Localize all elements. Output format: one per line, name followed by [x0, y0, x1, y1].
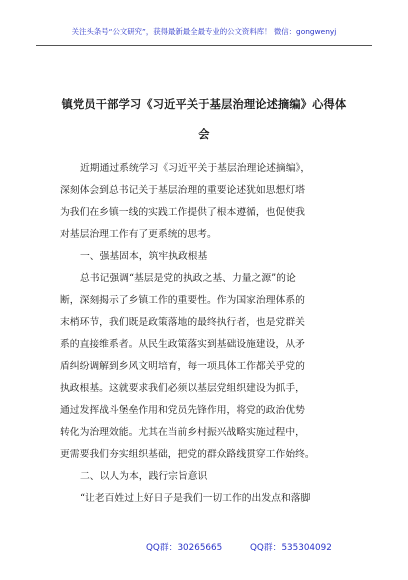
- header-banner: 关注头条号“公文研究”，获得最新最全最专业的公文资料库！ 微信：gongwenyj: [71, 27, 337, 36]
- body-line: 近期通过系统学习《习近平关于基层治理论述摘编》，: [80, 163, 311, 174]
- body-line: 更需要我们夯实组织基础，把党的群众路线贯穿工作始终。: [60, 449, 315, 460]
- footer-qq-group-1: QQ群：30265665: [146, 543, 223, 553]
- section-heading-2: 二、以人为本，践行宗旨意识: [80, 471, 208, 482]
- body-line: 转化为治理效能。尤其在当前乡村振兴战略实施过程中，: [60, 427, 305, 438]
- body-line: 通过发挥战斗堡垒作用和党员先锋作用，将党的政治优势: [60, 405, 305, 416]
- body-line: 对基层治理工作有了更系统的思考。: [60, 229, 217, 240]
- body-line: 为我们在乡镇一线的实践工作提供了根本遵循，也促使我: [60, 207, 305, 218]
- footer-qq-group-2: QQ群：535304092: [250, 543, 332, 553]
- section-heading-1: 一、强基固本，筑牢执政根基: [80, 251, 208, 262]
- document-title-line-1: 镇党员干部学习《习近平关于基层治理论述摘编》心得体: [61, 97, 347, 111]
- body-line: “让老百姓过上好日子是我们一切工作的出发点和落脚: [80, 493, 311, 504]
- document-body: [60, 158, 356, 510]
- body-line: 末梢环节，我们既是政策落地的最终执行者，也是党群关: [60, 317, 305, 328]
- body-line: 执政根基。这就要求我们必须以基层党组织建设为抓手，: [60, 383, 305, 394]
- body-line: 断，深刻揭示了乡镇工作的重要性。作为国家治理体系的: [60, 295, 305, 306]
- body-line: 总书记强调“基层是党的执政之基、力量之源”的论: [80, 273, 296, 284]
- body-line: 系的直接维系者。从民生政策落实到基础设施建设，从矛: [60, 339, 305, 350]
- body-line: 深刻体会到总书记关于基层治理的重要论述犹如思想灯塔: [60, 185, 305, 196]
- header-divider: [36, 45, 372, 46]
- footer: [0, 540, 408, 554]
- document-title-line-2: 会: [198, 127, 210, 141]
- body-line: 盾纠纷调解到乡风文明培育，每一项具体工作都关乎党的: [60, 361, 305, 372]
